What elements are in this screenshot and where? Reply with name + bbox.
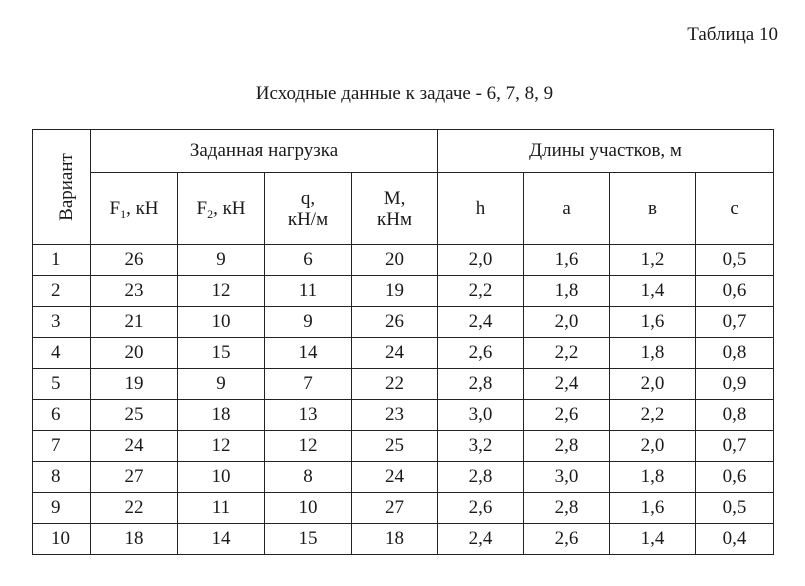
cell-variant: 7 [33, 431, 91, 462]
header-group-lengths: Длины участков, м [438, 130, 774, 173]
cell-c: 0,5 [696, 493, 774, 524]
cell-q: 11 [265, 276, 352, 307]
header-v: в [610, 173, 696, 245]
cell-a: 2,2 [524, 338, 610, 369]
cell-f1: 22 [91, 493, 178, 524]
table-row [33, 307, 774, 338]
cell-a: 2,6 [524, 400, 610, 431]
cell-f2: 12 [178, 431, 265, 462]
header-f2: $F_2$, кН [178, 173, 265, 245]
header-group-load: Заданная нагрузка [91, 130, 438, 173]
cell-q: 6 [265, 245, 352, 276]
cell-f1: 19 [91, 369, 178, 400]
table-row [33, 400, 774, 431]
cell-h: 3,2 [438, 431, 524, 462]
cell-v: 1,4 [610, 524, 696, 555]
header-h: h [438, 173, 524, 245]
cell-variant: 1 [33, 245, 91, 276]
cell-q: 12 [265, 431, 352, 462]
cell-f2: 10 [178, 307, 265, 338]
cell-h: 2,6 [438, 493, 524, 524]
cell-c: 0,9 [696, 369, 774, 400]
cell-q: 9 [265, 307, 352, 338]
cell-v: 2,0 [610, 369, 696, 400]
cell-variant: 4 [33, 338, 91, 369]
cell-variant: 2 [33, 276, 91, 307]
cell-q: 8 [265, 462, 352, 493]
cell-variant: 5 [33, 369, 91, 400]
cell-m: 24 [352, 338, 438, 369]
cell-v: 1,8 [610, 338, 696, 369]
cell-f2: 11 [178, 493, 265, 524]
cell-c: 0,8 [696, 338, 774, 369]
cell-a: 1,6 [524, 245, 610, 276]
cell-h: 2,8 [438, 462, 524, 493]
cell-f1: 23 [91, 276, 178, 307]
cell-c: 0,5 [696, 245, 774, 276]
cell-f2: 10 [178, 462, 265, 493]
cell-f2: 14 [178, 524, 265, 555]
cell-m: 22 [352, 369, 438, 400]
cell-f1: 21 [91, 307, 178, 338]
cell-f1: 24 [91, 431, 178, 462]
header-m: M, кНм [352, 173, 438, 245]
cell-variant: 9 [33, 493, 91, 524]
header-row-groups [33, 130, 774, 173]
cell-f1: 27 [91, 462, 178, 493]
cell-q: 14 [265, 338, 352, 369]
cell-a: 2,8 [524, 431, 610, 462]
cell-f2: 12 [178, 276, 265, 307]
header-q: q, кН/м [265, 173, 352, 245]
cell-v: 2,2 [610, 400, 696, 431]
cell-q: 7 [265, 369, 352, 400]
cell-h: 2,8 [438, 369, 524, 400]
cell-f1: 25 [91, 400, 178, 431]
table-caption: Исходные данные к задаче - 6, 7, 8, 9 [255, 83, 554, 104]
cell-f2: 15 [178, 338, 265, 369]
table-row [33, 524, 774, 555]
cell-f2: 9 [178, 245, 265, 276]
cell-v: 1,6 [610, 307, 696, 338]
cell-variant: 6 [33, 400, 91, 431]
cell-m: 23 [352, 400, 438, 431]
cell-a: 2,4 [524, 369, 610, 400]
cell-c: 0,7 [696, 431, 774, 462]
cell-c: 0,4 [696, 524, 774, 555]
cell-m: 24 [352, 462, 438, 493]
table-body [33, 245, 774, 555]
cell-h: 2,0 [438, 245, 524, 276]
cell-a: 2,8 [524, 493, 610, 524]
cell-f1: 26 [91, 245, 178, 276]
header-variant-label: Вариант [55, 153, 77, 221]
cell-q: 13 [265, 400, 352, 431]
cell-v: 1,2 [610, 245, 696, 276]
cell-variant: 8 [33, 462, 91, 493]
cell-variant: 10 [33, 524, 91, 555]
cell-v: 1,8 [610, 462, 696, 493]
header-a: a [524, 173, 610, 245]
cell-a: 1,8 [524, 276, 610, 307]
header-f1: $F_1$, кН [91, 173, 178, 245]
table-row [33, 245, 774, 276]
cell-f1: 18 [91, 524, 178, 555]
cell-m: 25 [352, 431, 438, 462]
cell-m: 19 [352, 276, 438, 307]
table-row [33, 276, 774, 307]
cell-v: 1,4 [610, 276, 696, 307]
cell-f2: 18 [178, 400, 265, 431]
data-table [32, 129, 774, 555]
cell-variant: 3 [33, 307, 91, 338]
cell-v: 1,6 [610, 493, 696, 524]
cell-h: 2,4 [438, 524, 524, 555]
cell-h: 2,6 [438, 338, 524, 369]
cell-m: 18 [352, 524, 438, 555]
cell-m: 26 [352, 307, 438, 338]
cell-m: 27 [352, 493, 438, 524]
cell-h: 3,0 [438, 400, 524, 431]
header-row-columns [33, 173, 774, 245]
cell-a: 2,6 [524, 524, 610, 555]
cell-v: 2,0 [610, 431, 696, 462]
cell-h: 2,4 [438, 307, 524, 338]
cell-f1: 20 [91, 338, 178, 369]
table-row [33, 338, 774, 369]
header-c: c [696, 173, 774, 245]
cell-a: 2,0 [524, 307, 610, 338]
cell-m: 20 [352, 245, 438, 276]
table-number: Таблица 10 [687, 24, 778, 45]
table-row [33, 431, 774, 462]
table-row [33, 462, 774, 493]
cell-f2: 9 [178, 369, 265, 400]
cell-c: 0,8 [696, 400, 774, 431]
cell-q: 15 [265, 524, 352, 555]
cell-c: 0,6 [696, 462, 774, 493]
table-row [33, 493, 774, 524]
cell-c: 0,6 [696, 276, 774, 307]
cell-q: 10 [265, 493, 352, 524]
cell-h: 2,2 [438, 276, 524, 307]
table-row [33, 369, 774, 400]
cell-a: 3,0 [524, 462, 610, 493]
cell-c: 0,7 [696, 307, 774, 338]
header-variant [33, 130, 91, 245]
